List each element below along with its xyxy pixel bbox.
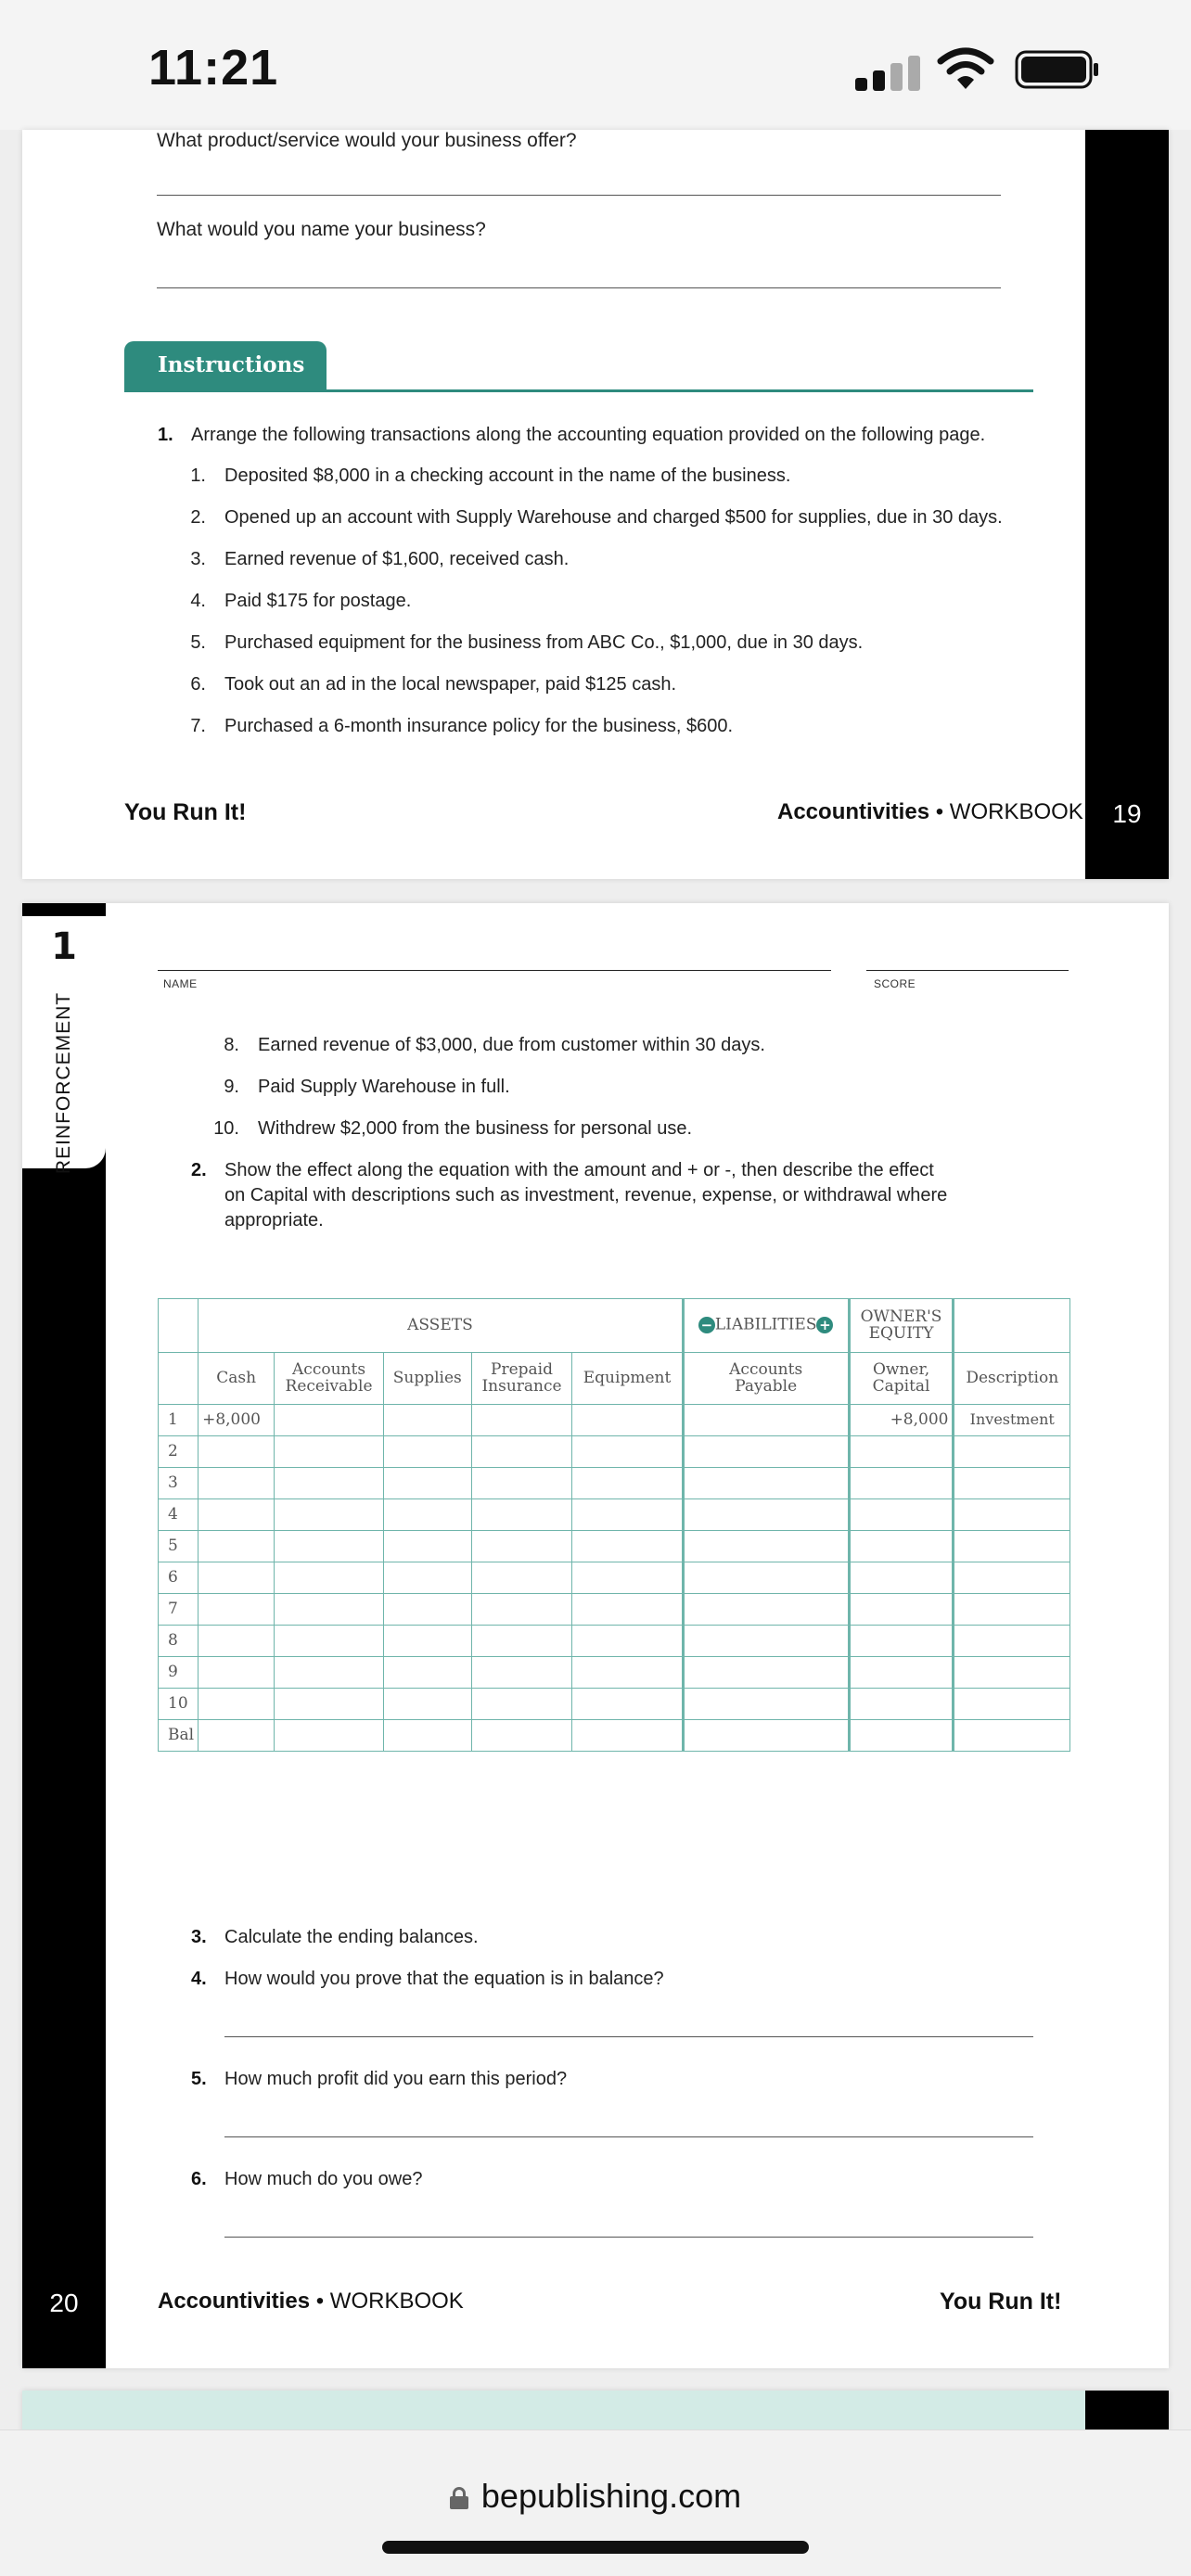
table-cell[interactable]: [383, 1531, 471, 1562]
reinforcement-label: REINFORCEMENT: [53, 991, 74, 1175]
table-cell[interactable]: [471, 1499, 572, 1531]
row-label: Bal: [159, 1720, 198, 1752]
table-cell[interactable]: [198, 1499, 275, 1531]
table-cell[interactable]: [954, 1562, 1070, 1594]
table-cell[interactable]: [849, 1657, 954, 1689]
assets-header: ASSETS: [198, 1299, 684, 1353]
status-bar: [0, 0, 1191, 130]
table-cell[interactable]: [849, 1436, 954, 1468]
table-cell[interactable]: [954, 1689, 1070, 1720]
transaction-text: Purchased a 6-month insurance policy for the business, $600.: [224, 716, 734, 736]
transaction-number: 3.: [190, 549, 206, 569]
item-number: 6.: [191, 2169, 207, 2189]
table-cell[interactable]: [849, 1689, 954, 1720]
column-header-supplies: Supplies: [383, 1353, 471, 1405]
column-header-accounts-payable: Accounts Payable: [683, 1353, 849, 1405]
workbook-page-19: [22, 130, 1169, 879]
transaction-text: Withdrew $2,000 from the business for personal use.: [258, 1118, 693, 1139]
instruction-text: appropriate.: [224, 1210, 324, 1231]
table-cell[interactable]: [383, 1499, 471, 1531]
table-cell[interactable]: +8,000: [849, 1405, 954, 1436]
table-cell[interactable]: [198, 1657, 275, 1689]
table-row: [159, 1720, 1070, 1752]
table-cell[interactable]: [849, 1720, 954, 1752]
table-cell[interactable]: [471, 1626, 572, 1657]
table-cell[interactable]: [572, 1594, 683, 1626]
column-header-accounts-receivable: Accounts Receivable: [275, 1353, 384, 1405]
table-cell[interactable]: [683, 1720, 849, 1752]
row-label: 9: [159, 1657, 198, 1689]
home-indicator[interactable]: [382, 2541, 809, 2554]
table-cell[interactable]: [471, 1436, 572, 1468]
table-cell[interactable]: [383, 1562, 471, 1594]
plus-icon: +: [816, 1317, 833, 1333]
table-cell[interactable]: [471, 1689, 572, 1720]
table-cell[interactable]: [954, 1720, 1070, 1752]
row-label: 2: [159, 1436, 198, 1468]
answer-line: [157, 195, 1001, 196]
item-number: 3.: [191, 1927, 207, 1947]
table-cell[interactable]: [383, 1720, 471, 1752]
table-cell[interactable]: [954, 1436, 1070, 1468]
table-cell[interactable]: [471, 1594, 572, 1626]
question-text: Calculate the ending balances.: [224, 1927, 479, 1947]
item-number: 4.: [191, 1969, 207, 1989]
table-cell[interactable]: [275, 1468, 384, 1499]
table-cell[interactable]: [683, 1594, 849, 1626]
transaction-number: 6.: [190, 674, 206, 695]
table-row: [159, 1689, 1070, 1720]
table-cell[interactable]: [572, 1405, 683, 1436]
browser-address-bar[interactable]: [0, 2429, 1191, 2576]
table-row: [159, 1468, 1070, 1499]
table-cell[interactable]: [275, 1657, 384, 1689]
chapter-number: 1: [51, 925, 77, 968]
table-cell[interactable]: [849, 1562, 954, 1594]
column-header-description: Description: [954, 1353, 1070, 1405]
question-text: How much do you owe?: [224, 2169, 423, 2189]
page-edge-strip: [1085, 130, 1169, 879]
transaction-text: Deposited $8,000 in a checking account in the name of the business.: [224, 465, 791, 486]
table-cell[interactable]: [572, 1499, 683, 1531]
table-cell[interactable]: [275, 1562, 384, 1594]
table-cell[interactable]: [383, 1689, 471, 1720]
table-cell[interactable]: [383, 1468, 471, 1499]
table-cell[interactable]: [954, 1531, 1070, 1562]
table-cell[interactable]: [471, 1720, 572, 1752]
row-label: 6: [159, 1562, 198, 1594]
table-cell[interactable]: +8,000: [198, 1405, 275, 1436]
table-cell[interactable]: [471, 1657, 572, 1689]
business-name-question: What would you name your business?: [157, 219, 486, 240]
table-cell[interactable]: [683, 1531, 849, 1562]
lock-icon: [450, 2487, 468, 2509]
table-cell[interactable]: [572, 1436, 683, 1468]
table-cell[interactable]: [471, 1531, 572, 1562]
row-label: 10: [159, 1689, 198, 1720]
table-cell[interactable]: [683, 1405, 849, 1436]
table-cell[interactable]: [849, 1468, 954, 1499]
page-number: 19: [1112, 799, 1142, 828]
transaction-text: Paid $175 for postage.: [224, 591, 412, 611]
table-cell[interactable]: [572, 1562, 683, 1594]
score-label: SCORE: [874, 977, 916, 990]
table-cell[interactable]: [954, 1594, 1070, 1626]
transaction-number: 1.: [190, 465, 206, 486]
table-cell[interactable]: [383, 1657, 471, 1689]
table-cell[interactable]: [954, 1626, 1070, 1657]
table-cell[interactable]: [198, 1720, 275, 1752]
row-label: 5: [159, 1531, 198, 1562]
footer-brand: Accountivities • WORKBOOK: [777, 799, 1083, 824]
answer-line: [224, 2136, 1033, 2137]
table-cell[interactable]: [471, 1562, 572, 1594]
footer-title: You Run It!: [940, 2289, 1062, 2315]
row-label: 8: [159, 1626, 198, 1657]
item-number: 1.: [158, 425, 173, 445]
table-cell[interactable]: [849, 1594, 954, 1626]
table-cell[interactable]: [383, 1436, 471, 1468]
table-cell[interactable]: [683, 1626, 849, 1657]
table-row: [159, 1405, 1070, 1436]
transaction-number: 9.: [224, 1077, 239, 1097]
table-cell[interactable]: [471, 1405, 572, 1436]
table-cell[interactable]: [572, 1657, 683, 1689]
table-row: [159, 1436, 1070, 1468]
table-cell[interactable]: [683, 1468, 849, 1499]
column-header-equipment: Equipment: [572, 1353, 683, 1405]
transaction-text: Purchased equipment for the business from ABC Co., $1,000, due in 30 days.: [224, 632, 864, 653]
instructions-tab: Instructions: [124, 341, 327, 391]
transaction-number: 8.: [224, 1035, 239, 1055]
owners-equity-header: OWNER'S EQUITY: [849, 1299, 954, 1353]
table-row: [159, 1499, 1070, 1531]
table-cell[interactable]: [275, 1405, 384, 1436]
transaction-number: 10.: [213, 1118, 239, 1139]
table-cell[interactable]: [683, 1689, 849, 1720]
column-header-owner-capital: Owner, Capital: [849, 1353, 954, 1405]
table-cell[interactable]: [471, 1468, 572, 1499]
wifi-icon: [937, 46, 994, 91]
column-header-prepaid-insurance: Prepaid Insurance: [471, 1353, 572, 1405]
table-cell[interactable]: [275, 1594, 384, 1626]
table-cell[interactable]: [849, 1531, 954, 1562]
instruction-text: Arrange the following transactions along the accounting equation provided on the following page.: [191, 425, 986, 445]
table-cell[interactable]: [572, 1720, 683, 1752]
table-cell[interactable]: [383, 1626, 471, 1657]
table-cell[interactable]: [275, 1531, 384, 1562]
table-cell[interactable]: [683, 1657, 849, 1689]
table-cell[interactable]: [954, 1468, 1070, 1499]
cellular-signal-icon: [855, 56, 920, 91]
table-cell[interactable]: Investment: [954, 1405, 1070, 1436]
instruction-text: Show the effect along the equation with the amount and + or -, then describe the effect: [224, 1160, 934, 1180]
name-label: NAME: [163, 977, 198, 990]
table-cell[interactable]: [275, 1436, 384, 1468]
minus-icon: −: [698, 1317, 715, 1333]
table-cell[interactable]: [954, 1499, 1070, 1531]
transaction-text: Opened up an account with Supply Warehouse and charged $500 for supplies, due in 30 days.: [224, 507, 1003, 528]
table-cell[interactable]: [198, 1594, 275, 1626]
question-text: How would you prove that the equation is in balance?: [224, 1969, 664, 1989]
table-cell[interactable]: [383, 1405, 471, 1436]
transaction-text: Paid Supply Warehouse in full.: [258, 1077, 510, 1097]
name-line: [158, 970, 831, 971]
transaction-number: 5.: [190, 632, 206, 653]
url-text: bepublishing.com: [480, 2477, 742, 2515]
table-row: [159, 1562, 1070, 1594]
table-row: [159, 1626, 1070, 1657]
score-line: [866, 970, 1069, 971]
table-cell[interactable]: [572, 1626, 683, 1657]
battery-icon: [1015, 50, 1100, 89]
accounting-equation-table: [158, 1298, 1070, 1752]
row-label: 3: [159, 1468, 198, 1499]
table-cell[interactable]: [954, 1657, 1070, 1689]
footer-title: You Run It!: [124, 799, 247, 825]
transaction-number: 4.: [190, 591, 206, 611]
table-row: [159, 1657, 1070, 1689]
workbook-page-20: [22, 903, 1169, 2368]
row-label: 1: [159, 1405, 198, 1436]
answer-line: [224, 2237, 1033, 2238]
answer-line: [157, 287, 1001, 288]
table-cell[interactable]: [572, 1468, 683, 1499]
page-number: 20: [49, 2289, 79, 2317]
transaction-number: 7.: [190, 716, 206, 736]
table-cell[interactable]: [275, 1689, 384, 1720]
table-cell[interactable]: [198, 1436, 275, 1468]
table-cell[interactable]: [683, 1436, 849, 1468]
product-question: What product/service would your business offer?: [157, 130, 577, 151]
url-display[interactable]: [0, 2477, 1191, 2516]
corner-cell: [159, 1299, 198, 1353]
table-cell[interactable]: [572, 1689, 683, 1720]
transaction-text: Took out an ad in the local newspaper, paid $125 cash.: [224, 674, 677, 695]
question-text: How much profit did you earn this period?: [224, 2069, 568, 2089]
status-time: 11:21: [148, 40, 279, 96]
table-body: [159, 1405, 1070, 1752]
table-row: [159, 1531, 1070, 1562]
instructions-divider: [124, 389, 1033, 392]
table-cell[interactable]: [849, 1499, 954, 1531]
table-cell[interactable]: [198, 1562, 275, 1594]
table-cell[interactable]: [275, 1720, 384, 1752]
item-number: 2.: [191, 1160, 207, 1180]
description-header-blank: [954, 1299, 1070, 1353]
table-cell[interactable]: [198, 1689, 275, 1720]
item-number: 5.: [191, 2069, 207, 2089]
transaction-text: Earned revenue of $1,600, received cash.: [224, 549, 570, 569]
footer-brand: Accountivities • WORKBOOK: [158, 2289, 464, 2314]
answer-line: [224, 2036, 1033, 2037]
table-cell[interactable]: [383, 1594, 471, 1626]
table-cell[interactable]: [275, 1499, 384, 1531]
table-row: [159, 1594, 1070, 1626]
reinforcement-tab: [22, 916, 106, 1175]
table-cell[interactable]: [275, 1626, 384, 1657]
row-label-blank: [159, 1353, 198, 1405]
table-cell[interactable]: [572, 1531, 683, 1562]
table-cell[interactable]: [198, 1531, 275, 1562]
row-label: 4: [159, 1499, 198, 1531]
table-cell[interactable]: [683, 1499, 849, 1531]
transaction-number: 2.: [190, 507, 206, 528]
table-cell[interactable]: [198, 1468, 275, 1499]
liabilities-header: − LIABILITIES +: [683, 1299, 849, 1353]
transaction-text: Earned revenue of $3,000, due from customer within 30 days.: [258, 1035, 765, 1055]
table-cell[interactable]: [198, 1626, 275, 1657]
table-cell[interactable]: [849, 1626, 954, 1657]
table-cell[interactable]: [683, 1562, 849, 1594]
instruction-text: on Capital with descriptions such as investment, revenue, expense, or withdrawal where: [224, 1185, 948, 1205]
column-header-cash: Cash: [198, 1353, 275, 1405]
row-label: 7: [159, 1594, 198, 1626]
